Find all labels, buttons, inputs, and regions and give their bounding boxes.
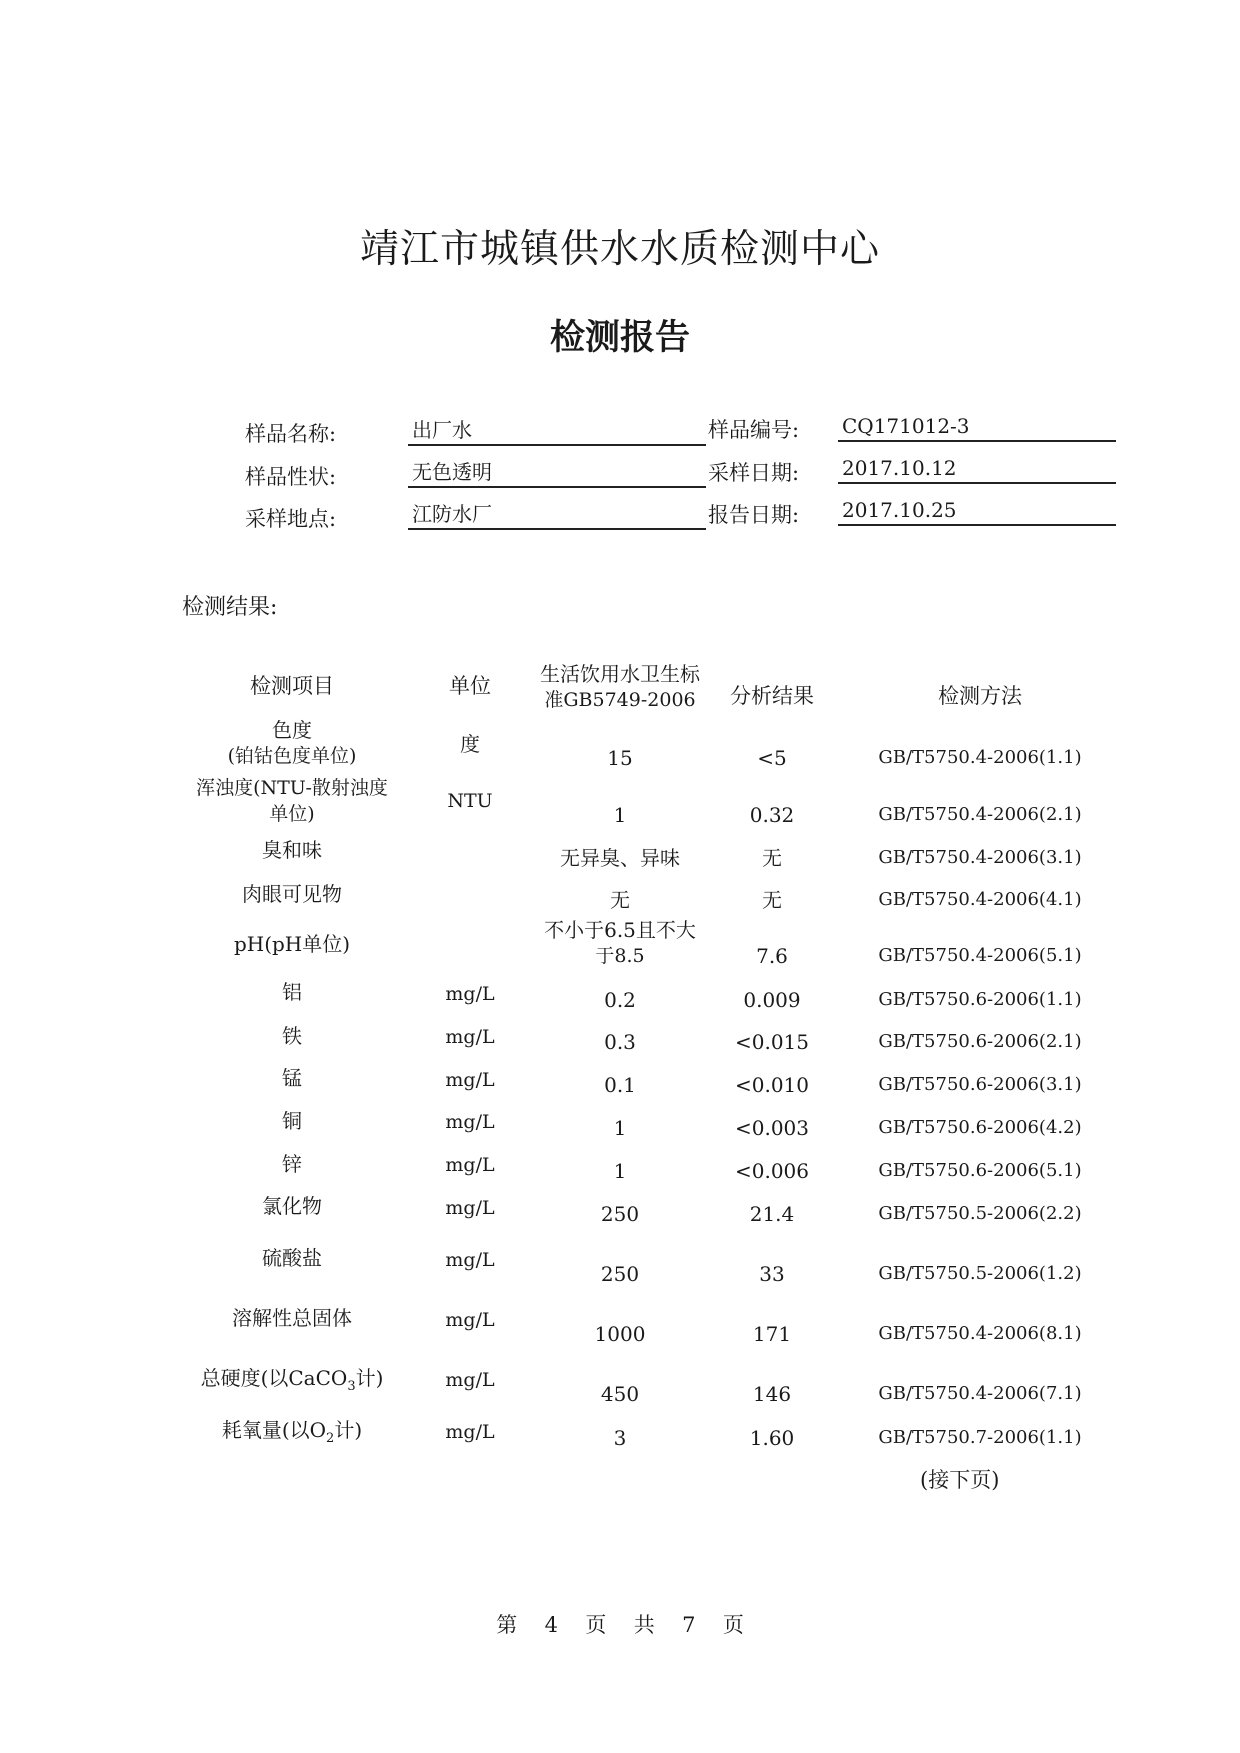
results-section-label: 检测结果:	[182, 595, 278, 620]
table-row-13-item: 溶解性总固体	[232, 1306, 352, 1330]
table-row-12-standard: 250	[600, 1262, 640, 1286]
table-row-10-item: 锌	[282, 1152, 302, 1176]
table-row-12-result: 33	[759, 1262, 785, 1286]
table-row-7-item: 铁	[282, 1024, 302, 1048]
table-row-4-item: 肉眼可见物	[242, 882, 342, 906]
table-row-6-unit: mg/L	[445, 983, 495, 1005]
table-row-13-result: 171	[752, 1322, 792, 1346]
header-method: 检测方法	[938, 684, 1022, 708]
table-row-5-result: 7.6	[756, 944, 788, 968]
table-row-2-standard: 1	[613, 803, 627, 827]
table-row-11-item: 氯化物	[262, 1194, 322, 1218]
table-row-6-method: GB/T5750.6-2006(1.1)	[878, 989, 1082, 1010]
table-row-4-method: GB/T5750.4-2006(4.1)	[878, 889, 1082, 910]
total-pages-number: 7	[682, 1613, 696, 1637]
organization-name: 靖江市城镇供水水质检测中心	[359, 227, 880, 272]
table-row-1-unit: 度	[460, 732, 480, 756]
table-row-8-unit: mg/L	[445, 1069, 495, 1091]
table-row-3-standard: 无异臭、异味	[560, 846, 680, 870]
table-row-9-item: 铜	[282, 1109, 302, 1133]
sampling-date-value: 2017.10.12	[838, 454, 1116, 484]
sample-state-label: 样品性状:	[245, 465, 337, 489]
sample-name-value: 出厂水	[408, 416, 706, 446]
table-row-2-unit: NTU	[447, 790, 493, 812]
sample-name-label: 样品名称:	[245, 422, 337, 446]
table-row-12-item: 硫酸盐	[262, 1246, 322, 1270]
table-row-14-item: 总硬度(以CaCO$_3$计)	[200, 1366, 384, 1394]
sample-state-value: 无色透明	[408, 458, 706, 488]
table-row-9-method: GB/T5750.6-2006(4.2)	[878, 1117, 1082, 1138]
table-row-8-method: GB/T5750.6-2006(3.1)	[878, 1074, 1082, 1095]
table-row-2-item-sub: 单位)	[269, 803, 315, 825]
footer-word-ye-2: 页	[722, 1613, 744, 1637]
table-row-8-result: <0.010	[734, 1073, 809, 1097]
table-row-2-method: GB/T5750.4-2006(2.1)	[878, 804, 1082, 825]
table-row-8-item: 锰	[282, 1066, 302, 1090]
table-row-14-unit: mg/L	[445, 1369, 495, 1391]
table-row-15-result: 1.60	[749, 1426, 795, 1450]
header-result: 分析结果	[730, 684, 814, 708]
table-row-5-standard: 不小于6.5且不大	[544, 918, 696, 942]
table-row-11-method: GB/T5750.5-2006(2.2)	[878, 1203, 1082, 1224]
table-row-4-result: 无	[762, 888, 782, 912]
page-footer	[0, 1609, 1240, 1639]
table-row-11-standard: 250	[600, 1202, 640, 1226]
header-standard-line1: 生活饮用水卫生标	[540, 662, 700, 686]
report-date-label: 报告日期:	[708, 503, 800, 527]
table-row-7-unit: mg/L	[445, 1026, 495, 1048]
table-row-7-method: GB/T5750.6-2006(2.1)	[878, 1031, 1082, 1052]
sampling-place-value: 江防水厂	[408, 500, 706, 530]
table-row-3-method: GB/T5750.4-2006(3.1)	[878, 847, 1082, 868]
table-row-13-method: GB/T5750.4-2006(8.1)	[878, 1323, 1082, 1344]
table-row-6-result: 0.009	[743, 988, 801, 1012]
current-page-number: 4	[544, 1613, 558, 1637]
table-row-5-method: GB/T5750.4-2006(5.1)	[878, 945, 1082, 966]
table-row-10-unit: mg/L	[445, 1154, 495, 1176]
table-row-12-unit: mg/L	[445, 1249, 495, 1271]
table-row-1-item: 色度	[272, 718, 312, 742]
table-row-3-result: 无	[762, 846, 782, 870]
table-row-15-item: 耗氧量(以$O_2$计)	[221, 1418, 363, 1446]
table-row-9-result: <0.003	[734, 1116, 809, 1140]
table-row-13-standard: 1000	[594, 1322, 646, 1346]
sample-number-value: CQ171012-3	[838, 412, 1116, 442]
table-row-4-standard: 无	[610, 888, 630, 912]
table-row-1-standard: 15	[607, 746, 633, 770]
table-row-5-standard-cont: 于8.5	[595, 945, 645, 967]
table-row-11-unit: mg/L	[445, 1197, 495, 1219]
report-title: 检测报告	[549, 317, 690, 358]
table-row-10-method: GB/T5750.6-2006(5.1)	[878, 1160, 1082, 1181]
table-row-7-result: <0.015	[734, 1030, 809, 1054]
table-row-15-standard: 3	[613, 1426, 627, 1450]
table-row-12-method: GB/T5750.5-2006(1.2)	[878, 1263, 1082, 1284]
table-row-2-item: 浑浊度(NTU-散射浊度	[196, 777, 388, 799]
footer-word-di: 第	[496, 1613, 518, 1637]
header-standard-line2: 准GB5749-2006	[544, 689, 696, 711]
table-row-1-method: GB/T5750.4-2006(1.1)	[878, 747, 1082, 768]
table-row-15-method: GB/T5750.7-2006(1.1)	[878, 1427, 1082, 1448]
table-row-6-standard: 0.2	[604, 988, 636, 1012]
table-row-2-result: 0.32	[749, 803, 795, 827]
table-row-5-item: pH(pH单位)	[233, 932, 351, 956]
table-row-14-standard: 450	[600, 1382, 640, 1406]
table-row-1-result: <5	[757, 746, 787, 770]
sample-number-label: 样品编号:	[708, 418, 800, 442]
table-row-10-standard: 1	[613, 1159, 627, 1183]
report-date-value: 2017.10.25	[838, 496, 1116, 526]
footer-word-ye: 页	[585, 1613, 607, 1637]
table-row-6-item: 铝	[282, 980, 302, 1004]
table-row-9-standard: 1	[613, 1116, 627, 1140]
header-unit: 单位	[449, 674, 491, 698]
table-row-11-result: 21.4	[749, 1202, 795, 1226]
sampling-place-label: 采样地点:	[245, 507, 337, 531]
table-row-13-unit: mg/L	[445, 1309, 495, 1331]
table-row-14-result: 146	[752, 1382, 792, 1406]
continued-note: (接下页)	[920, 1468, 1000, 1492]
table-row-1-item-sub: (铂钴色度单位)	[227, 745, 357, 767]
table-row-9-unit: mg/L	[445, 1111, 495, 1133]
table-row-14-method: GB/T5750.4-2006(7.1)	[878, 1383, 1082, 1404]
footer-word-gong: 共	[633, 1613, 655, 1637]
header-item: 检测项目	[250, 674, 334, 698]
table-row-3-item: 臭和味	[262, 838, 322, 862]
table-row-8-standard: 0.1	[604, 1073, 636, 1097]
table-row-7-standard: 0.3	[604, 1030, 636, 1054]
sampling-date-label: 采样日期:	[708, 461, 800, 485]
table-row-10-result: <0.006	[734, 1159, 809, 1183]
table-row-15-unit: mg/L	[445, 1421, 495, 1443]
